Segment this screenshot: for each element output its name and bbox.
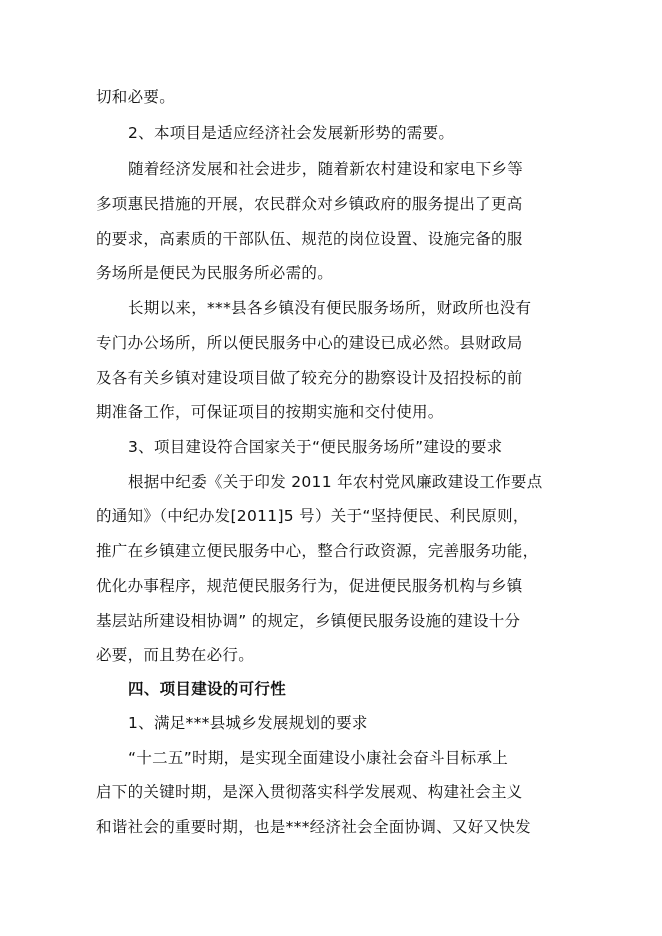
body-line: 务场所是便民为民服务所必需的。	[96, 264, 334, 282]
list-item-heading: 2、本项目是适应经济社会发展新形势的需要。	[128, 124, 455, 142]
list-item-heading: 3、项目建设符合国家关于“便民服务场所”建设的要求	[128, 438, 503, 456]
body-line: 随着经济发展和社会进步，随着新农村建设和家电下乡等	[128, 160, 524, 178]
body-line: 必要，而且势在必行。	[96, 646, 255, 664]
body-line: 切和必要。	[96, 88, 176, 106]
body-line: 基层站所建设相协调” 的规定，乡镇便民服务设施的建设十分	[96, 612, 521, 630]
body-line: 启下的关键时期，是深入贯彻落实科学发展观、构建社会主义	[96, 783, 523, 801]
body-line: 优化办事程序，规范便民服务行为，促进便民服务机构与乡镇	[96, 577, 523, 595]
body-line: “十二五”时期，是实现全面建设小康社会奋斗目标承上	[128, 749, 509, 767]
body-line: 多项惠民措施的开展，农民群众对乡镇政府的服务提出了更高	[96, 195, 523, 213]
body-line: 的通知》（中纪办发[2011]5 号）关于“坚持便民、利民原则，	[96, 507, 529, 525]
body-line: 的要求，高素质的干部队伍、规范的岗位设置、设施完备的服	[96, 230, 523, 248]
body-line: 长期以来，***县各乡镇没有便民服务场所，财政所也没有	[128, 299, 532, 317]
list-item-heading: 1、满足***县城乡发展规划的要求	[128, 714, 368, 732]
body-line: 专门办公场所，所以便民服务中心的建设已成必然。县财政局	[96, 334, 523, 352]
body-line: 期准备工作，可保证项目的按期实施和交付使用。	[96, 403, 444, 421]
section-heading: 四、项目建设的可行性	[128, 680, 287, 698]
body-line: 推广在乡镇建立便民服务中心，整合行政资源，完善服务功能，	[96, 542, 539, 560]
body-line: 根据中纪委《关于印发 2011 年农村党风廉政建设工作要点	[128, 473, 543, 491]
body-line: 及各有关乡镇对建设项目做了较充分的勘察设计及招投标的前	[96, 369, 523, 387]
body-line: 和谐社会的重要时期，也是***经济社会全面协调、又好又快发	[96, 818, 531, 836]
